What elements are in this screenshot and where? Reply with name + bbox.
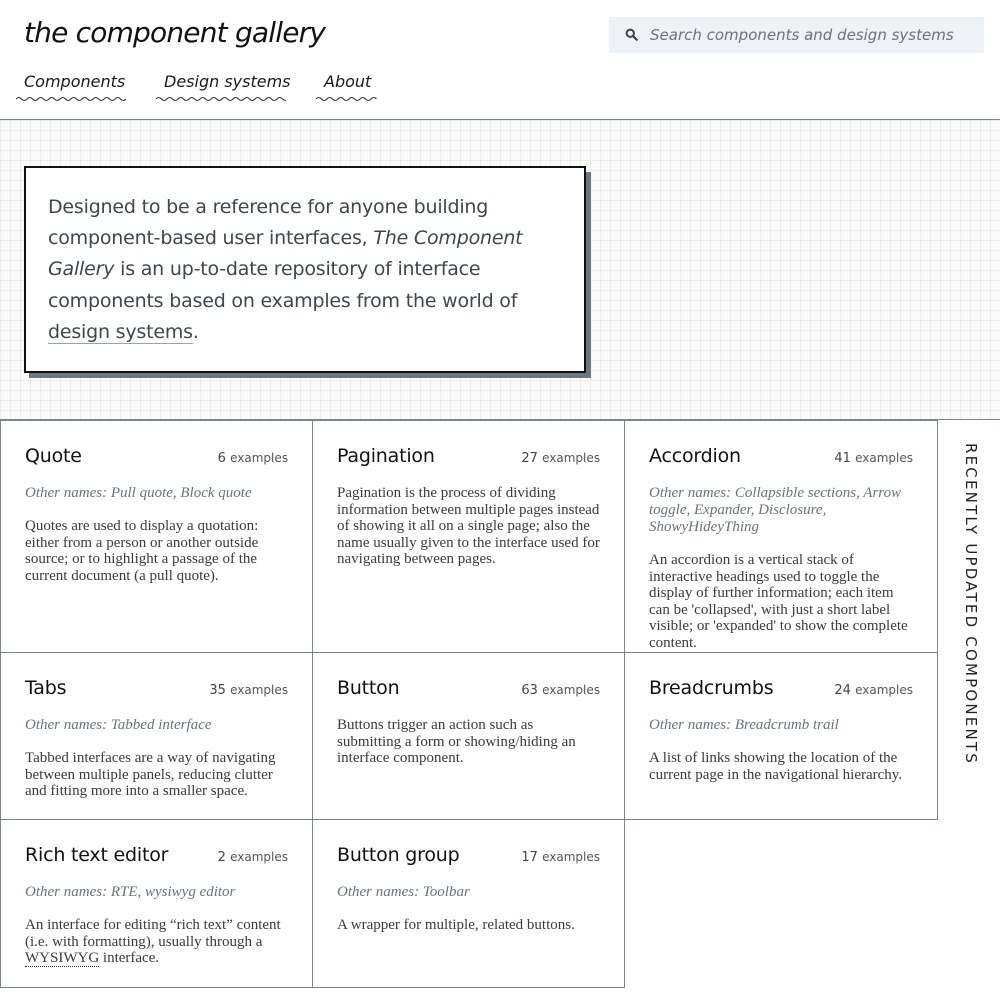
search-box[interactable]	[609, 17, 984, 53]
recently-updated-label: RECENTLY UPDATED COMPONENTS	[962, 443, 980, 765]
nav-item-label: About	[324, 72, 372, 91]
wave-underline-decoration	[16, 96, 126, 102]
site-header	[0, 0, 1000, 120]
example-count-number: 35	[209, 683, 226, 698]
example-count-number: 27	[521, 451, 538, 466]
example-count-number: 6	[217, 451, 226, 466]
card-description: Pagination is the process of dividing information between multiple pages instead of showing it all on a single page; also the name usually given to the interface used for navigating between pages.	[337, 485, 600, 568]
card-other-names: Other names: Tabbed interface	[25, 717, 212, 733]
wave-underline-decoration	[156, 96, 286, 102]
card-title: Accordion	[649, 445, 741, 467]
intro-card	[24, 166, 586, 373]
example-count-number: 24	[834, 683, 851, 698]
example-count	[521, 451, 600, 466]
card-title: Breadcrumbs	[649, 677, 774, 699]
component-card-button-group[interactable]	[312, 819, 625, 988]
example-count	[834, 683, 913, 698]
card-description-part: interface.	[99, 950, 160, 967]
example-count-label: examples	[542, 850, 600, 864]
card-title: Button group	[337, 844, 460, 866]
intro-text-part: .	[192, 320, 199, 343]
card-other-names: Other names: Toolbar	[337, 884, 470, 900]
example-count-label: examples	[230, 850, 288, 864]
example-count-number: 63	[521, 683, 538, 698]
example-count-number: 2	[217, 850, 226, 865]
wave-underline-decoration	[316, 96, 378, 102]
example-count-label: examples	[542, 451, 600, 465]
card-description: A wrapper for multiple, related buttons.	[337, 917, 575, 933]
component-card-button[interactable]	[312, 652, 625, 820]
recently-updated-heading	[958, 443, 982, 765]
component-card-quote[interactable]	[0, 420, 313, 653]
component-card-rich-text-editor[interactable]	[0, 819, 313, 988]
example-count	[218, 451, 288, 466]
example-count	[521, 850, 600, 865]
nav-item-components[interactable]	[24, 72, 125, 91]
example-count-number: 41	[834, 451, 851, 466]
example-count-label: examples	[855, 683, 913, 697]
card-description: Tabbed interfaces are a way of navigating between multiple panels, reducing clutter and fitting more into a smaller space.	[25, 750, 276, 800]
card-description: A list of links showing the location of the current page in the navigational hierarchy.	[649, 750, 903, 783]
example-count-label: examples	[230, 451, 288, 465]
example-count-label: examples	[542, 683, 600, 697]
example-count-label: examples	[855, 451, 913, 465]
nav-item-label: Design systems	[164, 72, 291, 91]
site-title[interactable]: the component gallery	[24, 16, 326, 49]
component-card-breadcrumbs[interactable]	[624, 652, 938, 820]
example-count	[834, 451, 913, 466]
card-other-names: Other names: Breadcrumb trail	[649, 717, 839, 733]
example-count	[521, 683, 600, 698]
card-title: Button	[337, 677, 400, 699]
nav-item-design-systems[interactable]	[164, 72, 291, 91]
card-title: Pagination	[337, 445, 435, 467]
design-systems-link[interactable]: design systems	[48, 320, 193, 343]
card-title: Rich text editor	[25, 844, 169, 866]
search-input[interactable]	[650, 26, 960, 44]
nav-item-about[interactable]	[324, 72, 371, 91]
card-description: Quotes are used to display a quotation: either from a person or another outside source; or to highlight a passage of the current document (a pull quote).	[25, 518, 259, 584]
card-description: Buttons trigger an action such as submitting a form or showing/hiding an interface component.	[337, 717, 576, 767]
intro-text-part: Designed to be a reference for anyone building component-based user interfaces,	[48, 196, 489, 250]
wysiwyg-abbreviation[interactable]: WYSIWYG	[25, 950, 100, 967]
component-card-accordion[interactable]	[624, 420, 938, 653]
nav-item-label: Components	[24, 72, 126, 91]
component-card-tabs[interactable]	[0, 652, 313, 820]
card-other-names: Other names: RTE, wysiwyg editor	[25, 884, 236, 900]
example-count-label: examples	[230, 683, 288, 697]
card-other-names: Other names: Pull quote, Block quote	[25, 485, 252, 501]
search-icon	[625, 26, 638, 45]
card-other-names: Other names: Collapsible sections, Arrow toggle, Expander, Disclosure, ShowyHideyThing	[649, 485, 902, 535]
card-description-part: An interface for editing “rich text” content (i.e. with formatting), usually through a	[25, 917, 281, 950]
example-count	[209, 683, 288, 698]
card-title: Quote	[25, 445, 82, 467]
card-description: An accordion is a vertical stack of interactive headings used to toggle the display of further information; each item can be 'collapsed', with just a short label visible; or 'expanded' to show the complete content.	[649, 552, 908, 651]
intro-emphasis: The Component Gallery	[48, 227, 523, 281]
example-count	[218, 850, 288, 865]
example-count-number: 17	[521, 850, 538, 865]
component-card-pagination[interactable]	[312, 420, 625, 653]
intro-text-part: is an up-to-date repository of interface components based on examples from the world of	[48, 258, 518, 312]
card-description	[25, 917, 288, 967]
card-title: Tabs	[25, 677, 67, 699]
intro-text	[48, 192, 562, 348]
